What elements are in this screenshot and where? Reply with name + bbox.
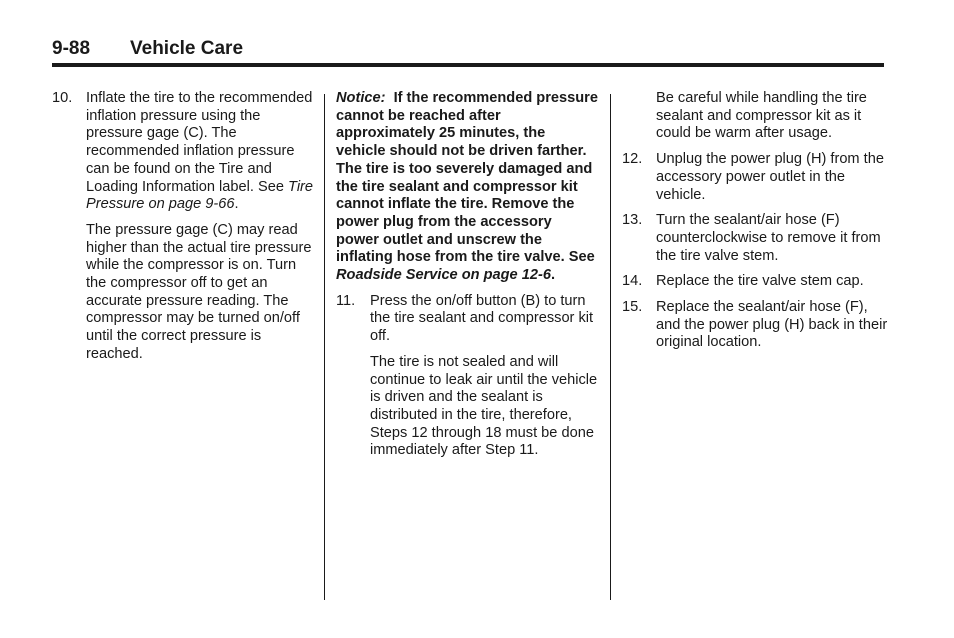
paragraph: The pressure gage (C) may read higher than the actual tire pressure while the compressor is on. Turn the compressor off to get an accurate pressure reading. The compressor may be turned on/off until the correct pressure is reached. (86, 221, 312, 362)
notice-label: Notice: (336, 90, 386, 106)
step-number: 13. (622, 212, 643, 229)
step-10 (52, 90, 314, 214)
step-number: 10. (52, 90, 73, 106)
page-number: 9-88 (52, 38, 91, 59)
column-divider-1 (324, 94, 325, 600)
header-rule (52, 63, 884, 67)
step-13 (622, 212, 888, 265)
step-number: 15. (622, 299, 643, 316)
step-15 (622, 299, 888, 352)
cross-reference: Tire Pressure on page 9-66 (86, 178, 314, 213)
step-11 (336, 293, 598, 346)
step-number: 11. (336, 292, 356, 309)
step-number: 12. (622, 151, 643, 168)
step-12 (622, 151, 888, 204)
column-1 (52, 90, 314, 372)
notice-block: Notice: If the recommended pressure cannot be reached after approximately 25 minutes, the vehicle should not be driven farther. The tire is too severely damaged and the tire sealant and compressor kit cannot inflate the tire. Remove the power plug from the accessory power outlet and unscrew the inflating hose from the tire valve. See Roadside Service on page 12-6. (336, 90, 603, 284)
step-text: Inflate the tire to the recommended inflation pressure using the pressure gage (C). The recommended inflation pressure can be found on the Tire and Loading Information label. See Tire Pressure on page 9-66. (86, 90, 314, 213)
cross-reference: Roadside Service on page 12-6 (336, 267, 551, 284)
column-2 (336, 90, 603, 468)
step-number: 14. (622, 273, 643, 290)
paragraph: Be careful while handling the tire sealant and compressor kit as it could be warm after usage. (656, 90, 867, 142)
paragraph: The tire is not sealed and will continue to leak air until the vehicle is driven and the sealant is distributed in the tire, therefore, Steps 12 through 18 must be done immediately after Step 11. (370, 353, 598, 459)
step-text: Unplug the power plug (H) from the accessory power outlet in the vehicle. (656, 151, 884, 203)
column-divider-2 (610, 94, 611, 600)
step-14 (622, 273, 888, 291)
step-text: Replace the tire valve stem cap. (656, 273, 864, 290)
step-text: Turn the sealant/air hose (F) counterclockwise to remove it from the tire valve stem. (656, 212, 881, 264)
column-3 (622, 90, 888, 360)
chapter-title: Vehicle Care (130, 38, 244, 59)
step-text: Replace the sealant/air hose (F), and the power plug (H) back in their original location. (656, 299, 888, 351)
step-text: Press the on/off button (B) to turn the tire sealant and compressor kit off. (370, 292, 594, 345)
